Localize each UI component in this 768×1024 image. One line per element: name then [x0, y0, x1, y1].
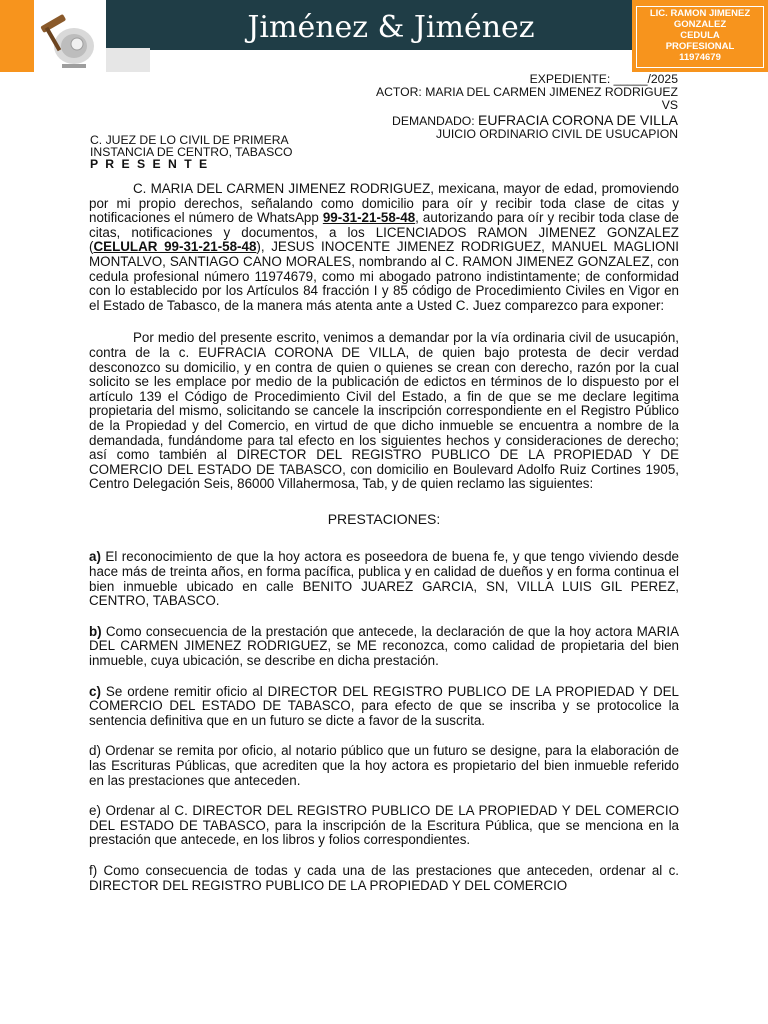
item-label: c)	[89, 683, 101, 699]
section-heading: PRESTACIONES:	[327, 510, 441, 527]
whatsapp-number: 99-31-21-58-48	[322, 210, 416, 226]
firm-logo	[34, 4, 106, 70]
gavel-scale-icon	[34, 4, 106, 70]
demandado	[258, 114, 678, 128]
title-band-underline	[150, 48, 632, 50]
prestacion-d: d) Ordenar se remita por oficio, al notario público que un futuro se designe, para la elaboración de las Escrituras Públicas, que acrediten que la hoy actora es propietario del bien inmueble referido en las prestaciones que anteceden.	[89, 743, 679, 788]
text: , autorizando para oír y recibir toda clase de citas, notificaciones y documentos, a los LICENCIADOS RAMON JIMENEZ GONZALEZ (	[89, 210, 679, 255]
demandado-name: EUFRACIA CORONA DE VILLA	[478, 112, 678, 128]
addressee-line: INSTANCIA DE CENTRO, TABASCO	[90, 145, 293, 159]
badge-line: 11974679	[679, 52, 721, 63]
addressee	[90, 134, 410, 170]
firm-name: Jiménez & Jiménez	[247, 10, 535, 45]
prestacion-c	[89, 685, 679, 729]
badge-line: GONZALEZ	[673, 19, 727, 30]
item-text: El reconocimiento de que la hoy actora es poseedora de buena fe, y que tengo viviendo desde hace más de treinta años, en forma pacífica, publica y en calidad de dueños y en forma continua el bien inmueble ubicado en calle BENITO JUAREZ GARCIA, SN, VILLA LUIS GIL PEREZ, CENTRO, TABASCO.	[89, 549, 679, 609]
case-header	[258, 73, 678, 141]
prestacion-a	[89, 550, 679, 608]
document-body	[89, 182, 679, 909]
badge-line: LIC. RAMON JIMENEZ	[649, 8, 751, 19]
text: C. MARIA DEL CARMEN JIMENEZ RODRIGUEZ, mexicana, mayor de edad, promoviendo por mi propio derechos, señalando como domicilio para oír y recibir toda clase de citas y notificaciones el número de WhatsApp	[89, 181, 679, 226]
actor: ACTOR: MARIA DEL CARMEN JIMENEZ RODRIGUEZ	[375, 85, 678, 99]
celular-number: CELULAR 99-31-21-58-48	[93, 239, 257, 255]
item-label: a)	[89, 549, 101, 565]
presente: P R E S E N T E	[90, 157, 210, 171]
item-text: Se ordene remitir oficio al DIRECTOR DEL REGISTRO PUBLICO DE LA PROPIEDAD Y DEL COMERCIO DEL ESTADO DE TABASCO, para efecto de que se inscriba y se protocolice la sentencia definitiva que en un futuro se dicte a favor de la suscrita.	[89, 683, 679, 728]
badge-line: PROFESIONAL	[665, 41, 735, 52]
expediente: EXPEDIENTE: _____/2025	[529, 72, 678, 86]
orange-accent-bar	[0, 0, 34, 72]
prestacion-b	[89, 625, 679, 669]
prestacion-e: e) Ordenar al C. DIRECTOR DEL REGISTRO PUBLICO DE LA PROPIEDAD Y DEL COMERCIO DEL ESTADO DE TABASCO, para la inscripción de la Escritura Pública, que se menciona en la prestación que antecede, en los libros y folios correspondientes.	[89, 803, 679, 848]
prestacion-f: f) Como consecuencia de todas y cada una de las prestaciones que anteceden, ordenar al c. DIRECTOR DEL REGISTRO PUBLICO DE LA PROPIEDAD Y DEL COMERCIO	[89, 862, 679, 893]
demandado-label: DEMANDADO:	[392, 114, 479, 128]
text: ), JESUS INOCENTE JIMENEZ RODRIGUEZ, MANUEL MAGLIONI MONTALVO, SANTIAGO CANO MORALES, nombrando al C. RAMON JIMENEZ GONZALEZ, con cedula profesional número 11974679, como mi abogado patrono indistintamente; de conformidad con lo establecido por los Artículos 84 fracción I y 85 código de Procedimiento Civiles en Vigor en el Estado de Tabasco, de la manera más atenta ante a Usted C. Juez comparezco para exponer:	[89, 239, 679, 313]
versus: VS	[661, 98, 678, 112]
badge-line: CEDULA	[680, 30, 720, 41]
intro-paragraph	[89, 182, 679, 313]
demand-paragraph: Por medio del presente escrito, venimos a demandar por la vía ordinaria civil de usucapión, contra de la c. EUFRACIA CORONA DE VILLA, de quien bajo protesta de decir verdad desconozco su domicilio, y en contra de quien o quienes se crean con derecho, razón por la cual solicito se les emplace por medio de la publicación de edictos en términos de lo dispuesto por el artículo 139 el Código de Procedimiento Civil del Estado, a fin de que se me declare legitima propietaria del mismo, solicitando se cancele la inscripción correspondiente en el Registro Público de la Propiedad y del Comercio, en virtud de que dicho inmueble se encuentra a nombre de la demandada, fundándome para tal efecto en los siguientes hechos y consideraciones de derecho; así como también al DIRECTOR DEL REGISTRO PUBLICO DE LA PROPIEDAD Y DE COMERCIO DEL ESTADO DE TABASCO, con domicilio en Boulevard Adolfo Ruiz Cortines 1905, Centro Delegación Seis, 86000 Villahermosa, Tab, y de quien reclamo las siguientes:	[89, 330, 679, 492]
addressee-line: C. JUEZ DE LO CIVIL DE PRIMERA	[90, 133, 289, 147]
credential-badge	[632, 0, 768, 72]
item-text: Como consecuencia de la prestación que antecede, la declaración de que la hoy actora MARIA DEL CARMEN JIMENEZ RODRIGUEZ, se ME reconozca, como calidad de propietaria del bien inmueble, cuya ubicación, se describe en dicha prestación.	[89, 623, 679, 669]
letterhead	[0, 0, 768, 72]
gray-strip	[106, 48, 150, 72]
item-label: b)	[89, 623, 102, 639]
juicio-type: JUICIO ORDINARIO CIVIL DE USUCAPION	[436, 127, 678, 141]
